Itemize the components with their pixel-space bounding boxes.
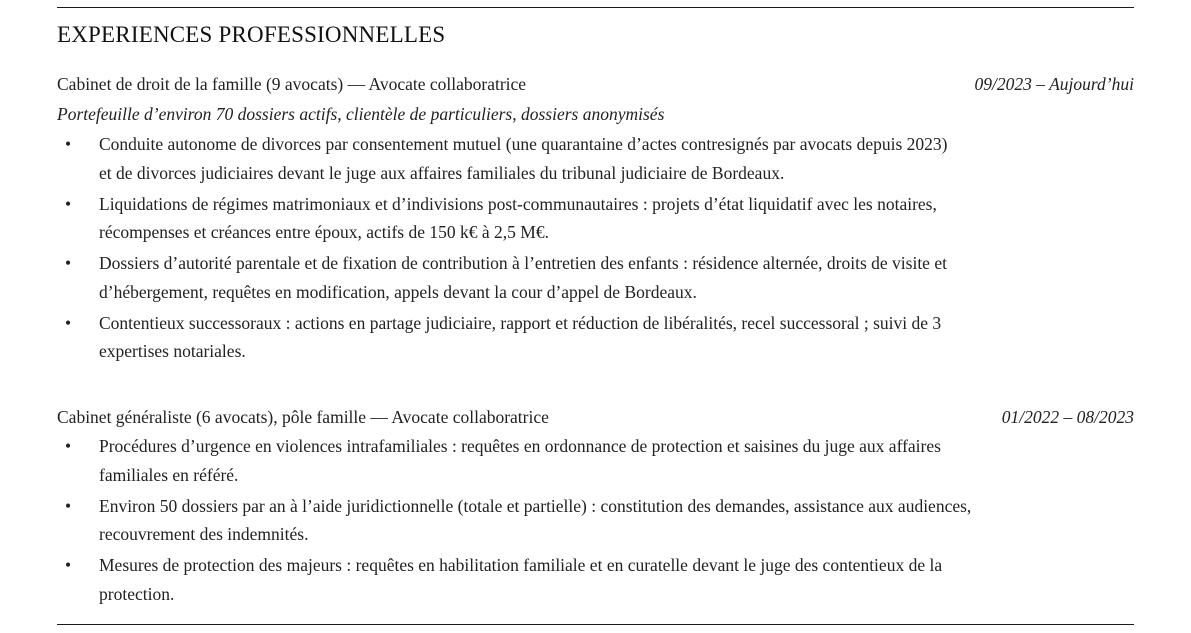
job-bullet-text: Mesures de protection des majeurs : requêtes en habilitation familiale et en curatelle devant le juge des contentieux de la protection.: [99, 555, 943, 604]
job-bullet: [57, 249, 957, 306]
job-dates: 01/2022 – 08/2023: [1001, 407, 1134, 427]
job-bullet: [57, 551, 987, 608]
job-bullet: [57, 130, 957, 187]
job-bullet-text: Contentieux successoraux : actions en partage judiciaire, rapport et réduction de libéralités, recel successoral ; suivi de 3 expertises notariales.: [99, 312, 942, 361]
job-bullet-text: Environ 50 dossiers par an à l’aide juridictionnelle (totale et partielle) : constitution des demandes, assistance aux audiences, recouvrement des indemnités.: [99, 495, 972, 544]
job-dates: 09/2023 – Aujourd’hui: [974, 74, 1134, 94]
section-title: EXPERIENCES PROFESSIONNELLES: [57, 22, 446, 47]
job-bullet: [57, 309, 957, 366]
bullet-icon: •: [65, 253, 72, 273]
job-employer: Cabinet généraliste (6 avocats), pôle famille — Avocate collaboratrice: [57, 407, 549, 427]
job-bullet-text: Conduite autonome de divorces par consentement mutuel (une quarantaine d’actes contresignés par avocats depuis 2023) et de divorces judiciaires devant le juge aux affaires familiales du tribunal judiciaire de Bordeaux.: [99, 134, 948, 183]
job-bullet-text: Liquidations de régimes matrimoniaux et d’indivisions post-communautaires : projets d’état liquidatif avec les notaires, récompenses et créances entre époux, actifs de 150 k€ à 2,5 M€.: [99, 193, 937, 242]
bullet-icon: •: [65, 436, 72, 456]
bottom-divider: [57, 624, 1134, 625]
job-bullet-list: [57, 432, 987, 611]
bullet-icon: •: [65, 134, 72, 154]
job-bullet-list: [57, 130, 957, 368]
bullet-icon: •: [65, 193, 72, 214]
bullet-icon: •: [65, 495, 72, 516]
top-divider: [57, 7, 1134, 8]
job-bullet-text: Procédures d’urgence en violences intrafamiliales : requêtes en ordonnance de protection et saisines du juge aux affaires familiales en référé.: [99, 436, 941, 485]
job-bullet-text: Dossiers d’autorité parentale et de fixation de contribution à l’entretien des enfants : résidence alternée, droits de visite et d’hébergement, requêtes en modification, appels devant la cour d’appel de Bordeaux.: [99, 253, 947, 302]
job-employer: Cabinet de droit de la famille (9 avocats) — Avocate collaboratrice: [57, 74, 527, 94]
job-summary: Portefeuille d’environ 70 dossiers actifs, clientèle de particuliers, dossiers anonymisés: [57, 104, 665, 124]
job-bullet: [57, 492, 987, 549]
job-bullet: [57, 190, 957, 247]
job-bullet: [57, 432, 987, 489]
bullet-icon: •: [65, 555, 72, 575]
bullet-icon: •: [65, 312, 72, 333]
